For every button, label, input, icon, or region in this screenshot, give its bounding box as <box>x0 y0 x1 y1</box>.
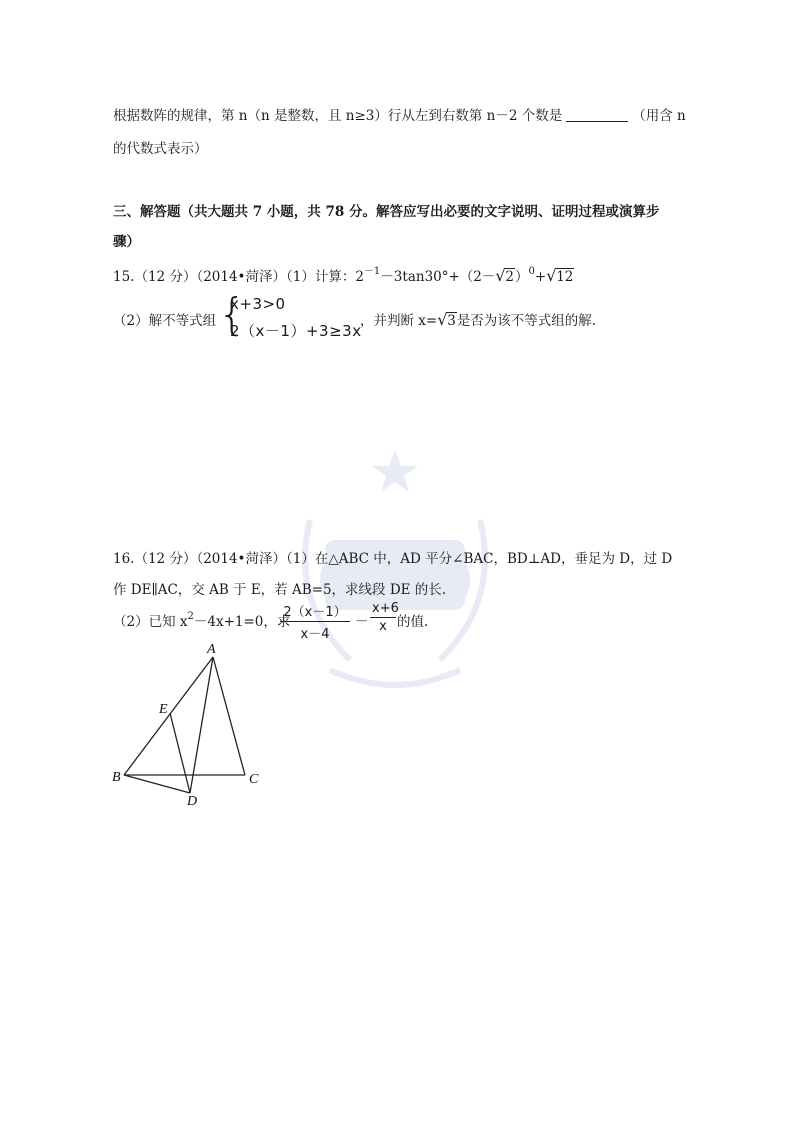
exponent: －1 <box>363 266 381 277</box>
q16-line1: 16.（12 分）（2014•菏泽）（1）在△ABC 中，AD 平分∠BAC，BD⊥AD，垂足为 D，过 D <box>113 551 673 567</box>
q15-part2-prefix: （2）解不等式组 <box>113 313 217 329</box>
prev-question-line2: 的代数式表示） <box>113 141 208 157</box>
exponent-zero: 0 <box>528 266 535 277</box>
segment-BD <box>124 775 190 793</box>
plus-sign: + <box>534 269 547 285</box>
sqrt-12: √ 12 <box>546 266 574 285</box>
section-heading: 三、解答题（共大题共 7 小题，共 78 分。解答应写出必要的文字说明、证明过程或演算步 <box>113 204 660 220</box>
segment-AB <box>124 657 213 775</box>
label-A: A <box>207 642 216 657</box>
exponent-square: 2 <box>187 611 194 622</box>
segment-DE <box>170 713 190 793</box>
section-heading-cont: 骤） <box>113 234 140 250</box>
fraction-1-denominator: x－4 <box>300 627 330 642</box>
q16-part2-suffix: 的值. <box>397 614 429 630</box>
q16-part2-mid: －4x+1=0，求 <box>193 614 291 630</box>
q15-head: 15.（12 分）（2014•菏泽）（1）计算：2 <box>113 269 364 285</box>
fraction-2-denominator: x <box>379 619 387 634</box>
label-E: E <box>159 702 168 717</box>
fraction-2-numerator: x+6 <box>372 601 399 616</box>
system-brace: { <box>218 289 246 340</box>
label-D: D <box>187 794 198 809</box>
inequality-1: x+3>0 <box>230 295 286 313</box>
q15-part2-mid: ，并判断 x= <box>360 313 438 329</box>
prev-question-text: 根据数阵的规律，第 n（n 是整数，且 n≥3）行从左到右数第 n－2 个数是 <box>113 108 563 124</box>
segment-AD <box>190 657 213 793</box>
sqrt-3: √ 3 <box>437 310 456 329</box>
inequality-2: 2（x－1）+3≥3x <box>230 322 362 340</box>
q16-line2: 作 DE∥AC，交 AB 于 E，若 AB=5，求线段 DE 的长. <box>113 582 447 598</box>
minus-sign: － <box>355 614 369 630</box>
prev-question-hint: （用含 n <box>632 108 686 124</box>
label-C: C <box>249 772 259 787</box>
sqrt-2: √ 2 <box>495 266 514 285</box>
label-B: B <box>112 770 121 785</box>
paren: ） <box>515 269 529 285</box>
q15-expression: －3tan30°+（2－ <box>380 269 496 285</box>
q16-part2-prefix: （2）已知 x <box>113 614 188 630</box>
fraction-1-numerator: 2（x－1） <box>283 605 347 620</box>
q15-part2-suffix: 是否为该不等式组的解. <box>456 313 597 329</box>
segment-AC <box>213 657 245 775</box>
